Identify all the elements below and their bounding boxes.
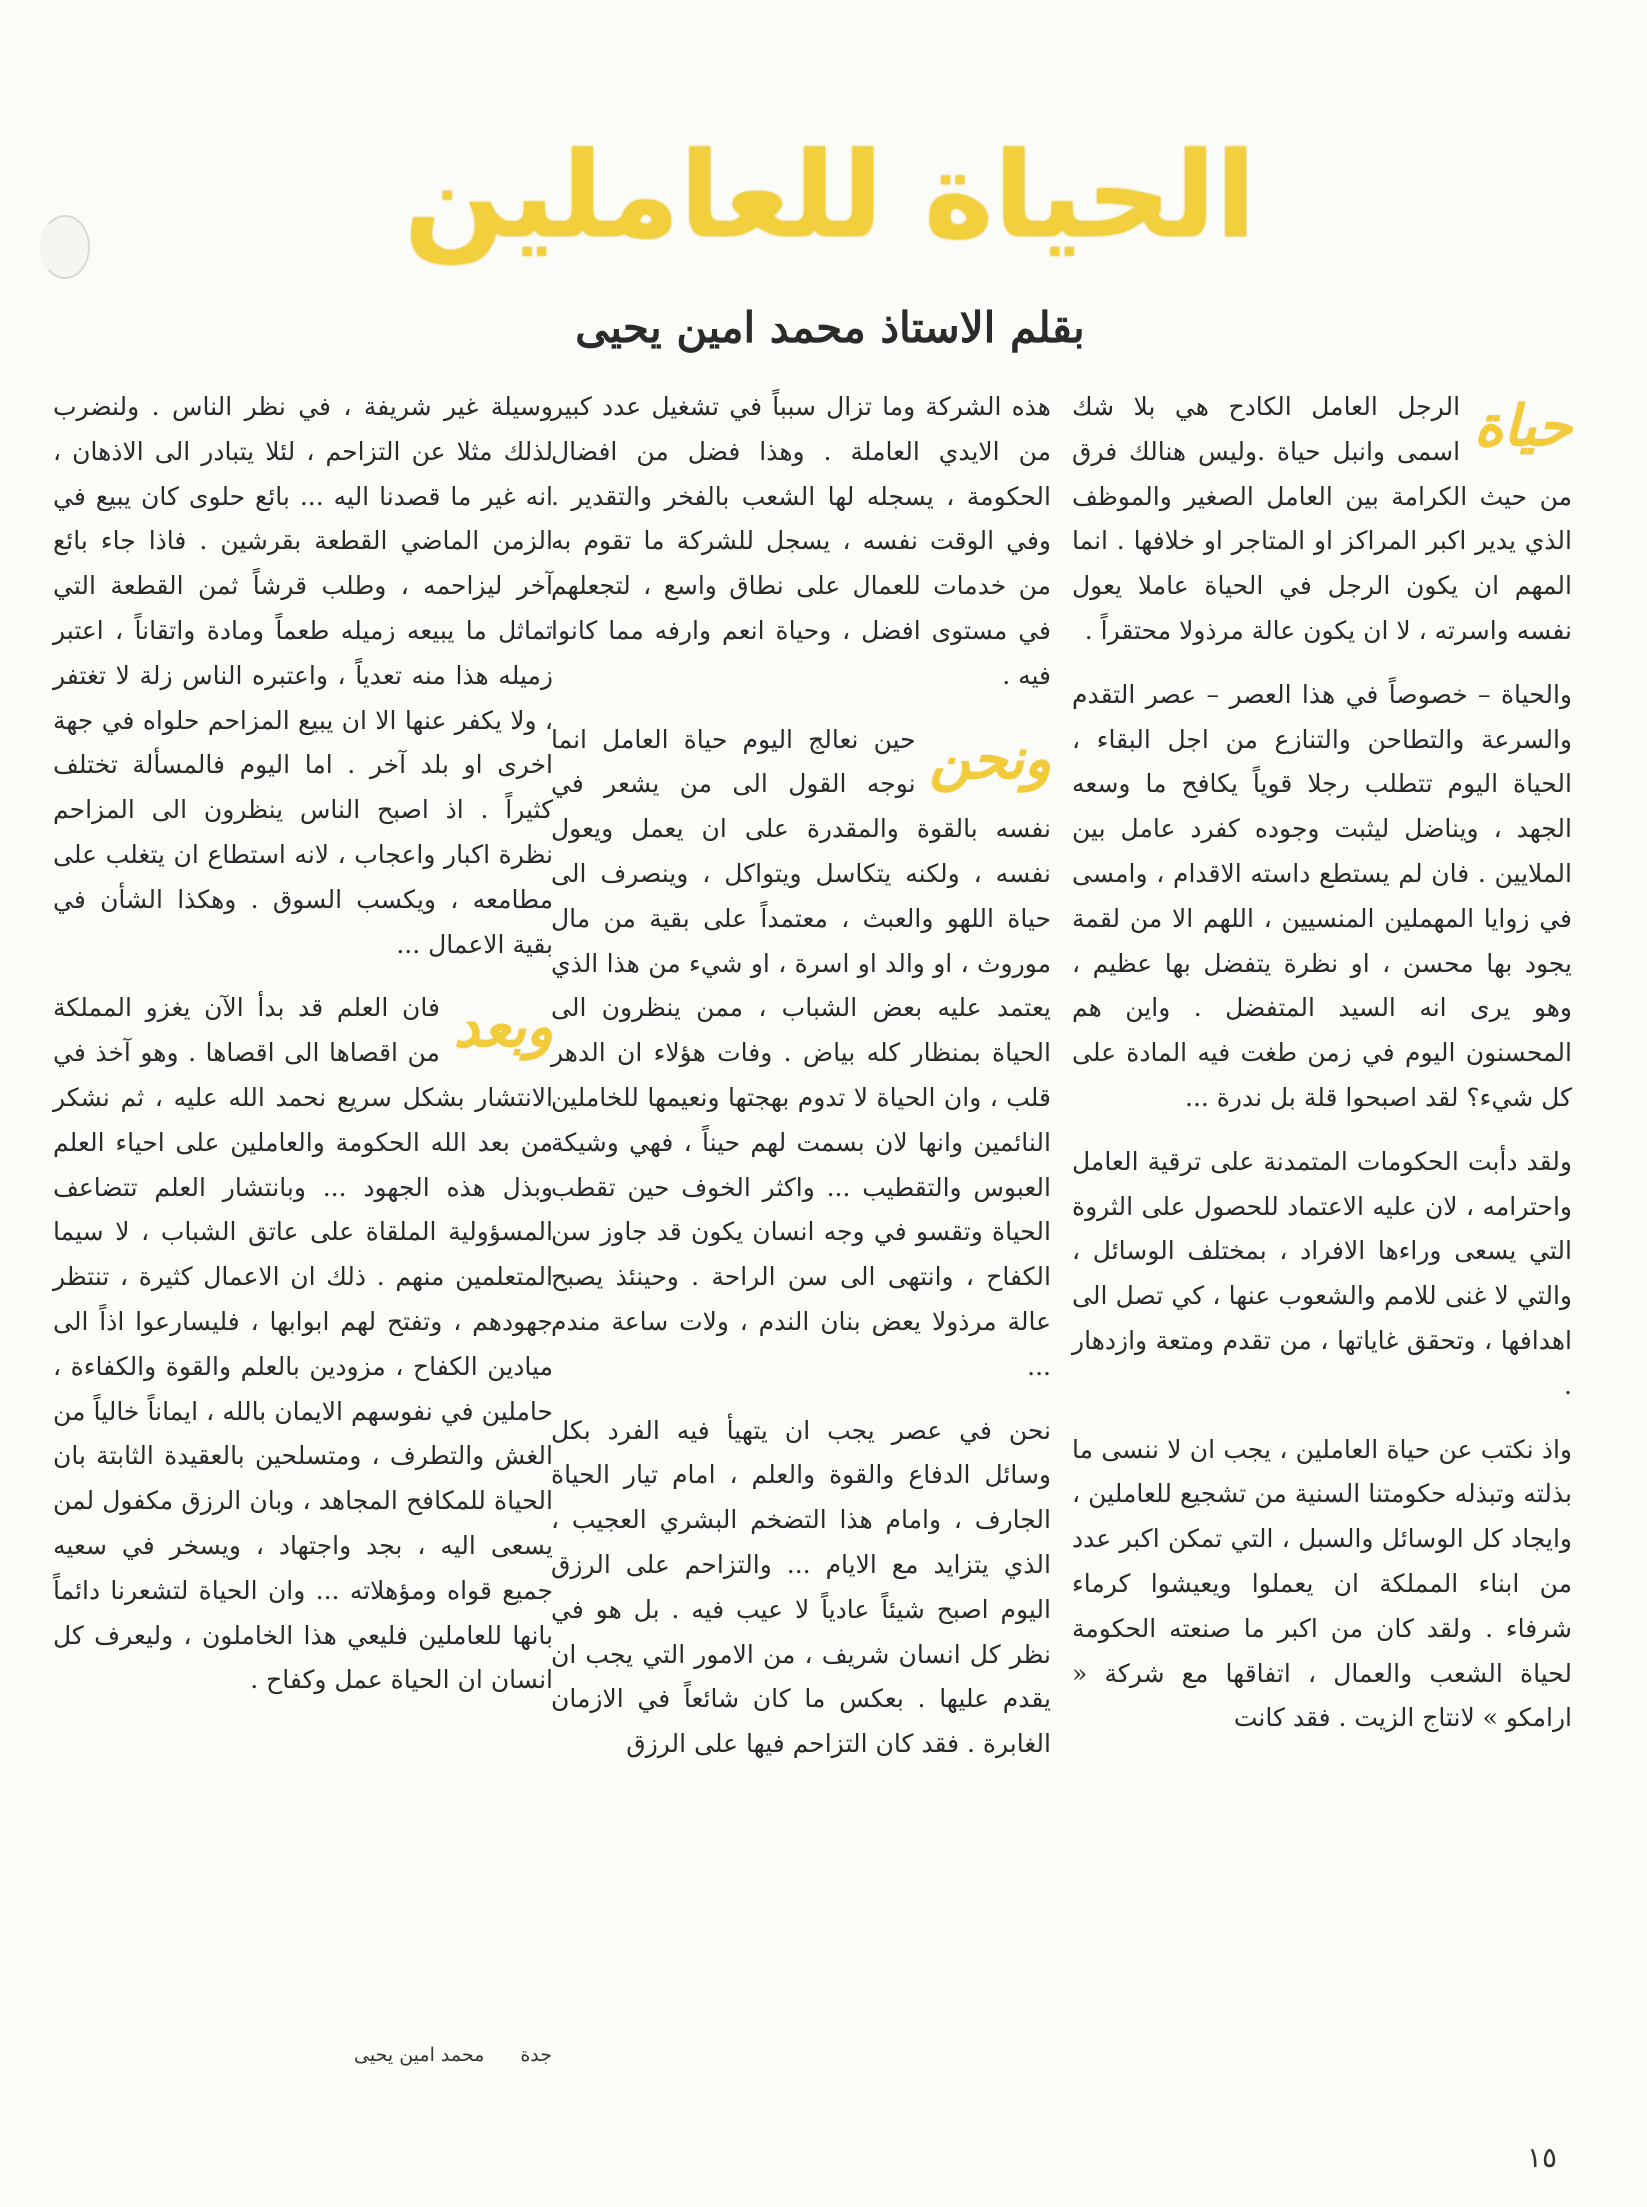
paragraph: والحياة – خصوصاً في هذا العصر – عصر التقدم والسرعة والتطاحن والتنازع من اجل البقاء ، الحياة اليوم تتطلب رجلا قوياً يكافح ما وسعه الجهد ، ويناضل ليثبت وجوده كفرد عامل بين الملايين . فان لم يستطع داسته الاقدام ، وامسى في زوايا المهملين المنسيين ، اللهم الا من لقمة يجود بها محسن ، او نظرة يتفضل بها عظيم ، وهو يرى انه السيد المتفضل . واين هم المحسنون اليوم في زمن طغت فيه المادة على كل شيء؟ لقد اصبحوا قلة بل ندرة ... [1072,679,1572,1112]
decorative-initial: ونحن [929,725,1051,792]
binder-hole [40,215,90,279]
signature [52,2040,552,2070]
paragraph: وسيلة غير شريفة ، في نظر الناس . ولنضرب لذلك مثلا عن التزاحم ، لئلا يتبادر الى الاذهان ، انه غير ما قصدنا اليه ... بائع حلوى كان يبيع في الزمن الماضي القطعة بقرشين . فاذا جاء بائع آخر ليزاحمه ، وطلب قرشاً ثمن القطعة التي تماثل ما يبيعه زميله طعماً ومادة واتقاناً ، اعتبر زميله هذا منه تعدياً ، واعتبره الناس زلة لا تغتفر ، ولا يكفر عنها الا ان يبيع المزاحم حلواه في جهة اخرى او بلد آخر . اما اليوم فالمسألة تختلف كثيراً . اذ اصبح الناس ينظرون الى المزاحم نظرة اكبار واعجاب ، لانه استطاع ان يتغلب على مطامعه ، ويكسب السوق . وهكذا الشأن في بقية الاعمال ... [53,392,553,959]
page-number: ١٥ [1526,2141,1557,2174]
paragraph [551,718,1051,1390]
signature-name: محمد امين يحيى [354,2044,485,2066]
byline: بقلم الاستاذ محمد امين يحيى [575,303,1085,352]
article-title: الحياة للعاملين [404,126,1256,264]
paragraph: هذه الشركة وما تزال سبباً في تشغيل عدد كبير من الايدي العاملة . وهذا فضل من افضال الحكومة ، يسجله لها الشعب بالفخر والتقدير . وفي الوقت نفسه ، يسجل للشركة ما تقوم به من خدمات للعمال على نطاق واسع ، لتجعلهم في مستوى افضل ، وحياة انعم وارفه مما كانوا فيه . [551,392,1051,690]
paragraph: واذ نكتب عن حياة العاملين ، يجب ان لا ننسى ما بذلته وتبذله حكومتنا السنية من تشجيع للعاملين ، وايجاد كل الوسائل والسبل ، التي تمكن اكبر عدد من ابناء المملكة ان يعملوا ويعيشوا كرماء شرفاء . ولقد كان من اكبر ما صنعته الحكومة لحياة الشعب والعمال ، اتفاقها مع شركة « ارامكو » لانتاج الزيت . فقد كانت [1072,1434,1572,1733]
paragraph-text: الرجل العامل الكادح هي بلا شك اسمى وانبل حياة .وليس هنالك فرق من حيث الكرامة بين العامل الصغير والموظف الذي يدير اكبر المراكز او المتاجر او خلافها . انما المهم ان يكون الرجل في الحياة عاملا يعول نفسه واسرته ، لا ان يكون عالة مرذولا محتقراً . [1072,392,1572,645]
paragraph-text: فان العلم قد بدأ الآن يغزو المملكة من اقصاها الى اقصاها . وهو آخذ في الانتشار بشكل سريع نحمد الله عليه ، ثم نشكر من بعد الله الحكومة والعاملين على احياء العلم وبذل هذه الجهود ... وبانتشار العلم تتضاعف المسؤولية الملقاة على عاتق الشباب ، لا سيما المتعلمين منهم . ذلك ان الاعمال كثيرة ، تنتظر جهودهم ، وتفتح لهم ابوابها ، فليسارعوا اذاً الى ميادين الكفاح ، مزودين بالعلم والقوة والكفاءة ، حاملين في نفوسهم الايمان بالله ، ايماناً خالياً من الغش والتطرف ، ومتسلحين بالعقيدة الثابتة بان الحياة للمكافح المجاهد ، وبان الرزق مكفول لمن يسعى اليه ، بجد واجتهاد ، ويسخر في سعيه جميع قواه ومؤهلاته ... وان الحياة لتشعرنا دائماً بانها للعاملين فليعي هذا الخاملون ، وليعرف كل انسان ان الحياة عمل وكفاح . [53,993,553,1695]
column-2 [551,385,1051,1786]
paragraph-text: حين نعالج اليوم حياة العامل انما نوجه القول الى من يشعر في نفسه بالقوة والمقدرة على ان يعمل ويعول نفسه ، ولكنه يتكاسل ويتواكل ، وينصرف الى حياة اللهو والعبث ، معتمداً على بقية من مال موروث ، او والد او اسرة ، او شيء من هذا الذي يعتمد عليه بعض الشباب ، ممن ينظرون الى الحياة بمنظار كله بياض . وفات هؤلاء ان الدهر قلب ، وان الحياة لا تدوم بهجتها ونعيمها للخاملين النائمين وانها لان بسمت لهم حيناً ، فهي وشيكة العبوس والتقطيب ... واكثر الخوف حين تقطب الحياة وتقسو في وجه انسان يكون قد جاوز سن الكفاح ، وانتهى الى سن الراحة . وحينئذ يصبح عالة مرذولا يعض بنان الندم ، ولات ساعة مندم ... [551,724,1051,1381]
paragraph: نحن في عصر يجب ان يتهيأ فيه الفرد بكل وسائل الدفاع والقوة والعلم ، امام تيار الحياة الجارف ، وامام هذا التضخم البشري العجيب ، الذي يتزايد مع الايام ... والتزاحم على الرزق اليوم اصبح شيئاً عادياً لا عيب فيه . بل هو في نظر كل انسان شريف ، من الامور التي يجب ان يقدم عليها . بعكس ما كان شائعاً في الازمان الغابرة . فقد كان التزاحم فيها على الرزق [551,1415,1052,1759]
column-1 [1072,385,1572,1760]
paragraph: ولقد دأبت الحكومات المتمدنة على ترقية العامل واحترامه ، لان عليه الاعتماد للحصول على الثروة التي يسعى وراءها الافراد ، بمختلف الوسائل ، والتي لا غنى للامم والشعوب عنها ، كي تصل الى اهدافها ، وتحقق غاياتها ، من تقدم ومتعة وازدهار . [1072,1146,1572,1400]
signature-city: جدة [520,2044,552,2066]
paragraph [1072,385,1572,654]
decorative-initial: حياة [1474,393,1572,459]
paragraph [53,986,553,1703]
decorative-initial: وبعد [453,994,553,1061]
column-3 [53,385,553,1722]
